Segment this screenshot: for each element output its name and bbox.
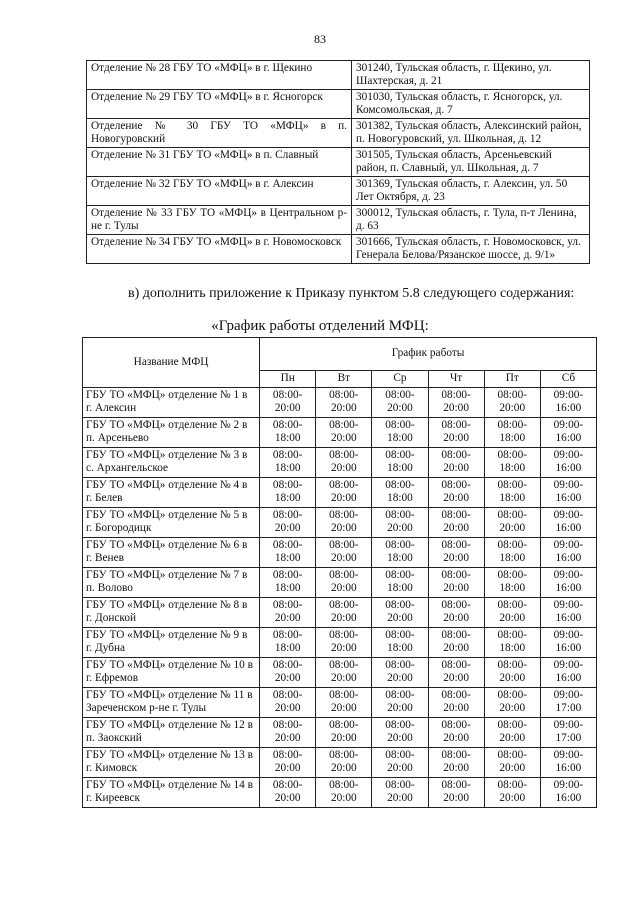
hours-cell: 08:00-18:00 xyxy=(484,417,540,447)
office-address: 300012, Тульская область, г. Тула, п-т Ленина, д. 63 xyxy=(352,206,590,235)
office-address: 301382, Тульская область, Алексинский район, п. Новогуровский, ул. Школьная, д. 12 xyxy=(352,119,590,148)
hours-cell: 08:00-20:00 xyxy=(316,627,372,657)
hours-cell: 08:00-20:00 xyxy=(260,747,316,777)
office-name: Отделение № 30 ГБУ ТО «МФЦ» в п. Новогуровский xyxy=(87,119,352,148)
hours-cell: 08:00-18:00 xyxy=(260,417,316,447)
day-header: Чт xyxy=(428,371,484,388)
office-row xyxy=(87,206,590,235)
hours-cell: 08:00-20:00 xyxy=(372,597,428,627)
hours-cell: 08:00-20:00 xyxy=(316,417,372,447)
hours-cell: 08:00-20:00 xyxy=(260,597,316,627)
hours-cell: 09:00-16:00 xyxy=(540,657,596,687)
hours-cell: 08:00-20:00 xyxy=(428,687,484,717)
hours-cell: 08:00-18:00 xyxy=(372,477,428,507)
branch-name: ГБУ ТО «МФЦ» отделение № 13 в г. Кимовск xyxy=(83,747,260,777)
branch-name: ГБУ ТО «МФЦ» отделение № 8 в г. Донской xyxy=(83,597,260,627)
schedule-row xyxy=(83,477,597,507)
hours-cell: 08:00-20:00 xyxy=(484,687,540,717)
hours-cell: 08:00-20:00 xyxy=(372,687,428,717)
hours-cell: 09:00-16:00 xyxy=(540,597,596,627)
hours-cell: 08:00-20:00 xyxy=(316,537,372,567)
instruction-text: в) дополнить приложение к Приказу пунктом 5.8 следующего содержания: xyxy=(128,286,575,301)
hours-cell: 08:00-18:00 xyxy=(372,627,428,657)
branch-name: ГБУ ТО «МФЦ» отделение № 4 в г. Белев xyxy=(83,477,260,507)
hours-cell: 08:00-18:00 xyxy=(484,477,540,507)
hours-cell: 08:00-20:00 xyxy=(484,387,540,417)
hours-cell: 08:00-20:00 xyxy=(428,417,484,447)
hours-cell: 08:00-20:00 xyxy=(484,777,540,807)
hours-cell: 08:00-18:00 xyxy=(372,417,428,447)
hours-cell: 08:00-18:00 xyxy=(372,567,428,597)
hours-cell: 08:00-18:00 xyxy=(260,537,316,567)
hours-cell: 08:00-20:00 xyxy=(316,477,372,507)
schedule-row xyxy=(83,567,597,597)
schedule-row xyxy=(83,597,597,627)
hours-cell: 08:00-20:00 xyxy=(428,717,484,747)
schedule-row xyxy=(83,387,597,417)
hours-cell: 08:00-18:00 xyxy=(484,447,540,477)
hours-cell: 08:00-20:00 xyxy=(316,387,372,417)
day-header: Пт xyxy=(484,371,540,388)
hours-cell: 09:00-16:00 xyxy=(540,747,596,777)
branch-name: ГБУ ТО «МФЦ» отделение № 7 в п. Волово xyxy=(83,567,260,597)
hours-cell: 08:00-20:00 xyxy=(428,627,484,657)
hours-cell: 09:00-17:00 xyxy=(540,687,596,717)
hours-cell: 08:00-20:00 xyxy=(484,597,540,627)
office-row xyxy=(87,148,590,177)
schedule-group-header: График работы xyxy=(260,338,597,371)
office-address: 301030, Тульская область, г. Ясногорск, ул. Комсомольская, д. 7 xyxy=(352,90,590,119)
hours-cell: 08:00-20:00 xyxy=(484,657,540,687)
hours-cell: 08:00-20:00 xyxy=(372,507,428,537)
hours-cell: 08:00-20:00 xyxy=(316,507,372,537)
hours-cell: 09:00-16:00 xyxy=(540,627,596,657)
hours-cell: 09:00-16:00 xyxy=(540,507,596,537)
day-header: Пн xyxy=(260,371,316,388)
office-row xyxy=(87,235,590,264)
branch-name: ГБУ ТО «МФЦ» отделение № 3 в с. Архангельское xyxy=(83,447,260,477)
hours-cell: 08:00-20:00 xyxy=(428,747,484,777)
office-address: 301369, Тульская область, г. Алексин, ул. 50 Лет Октября, д. 23 xyxy=(352,177,590,206)
hours-cell: 08:00-20:00 xyxy=(260,777,316,807)
hours-cell: 08:00-20:00 xyxy=(428,387,484,417)
hours-cell: 08:00-18:00 xyxy=(372,447,428,477)
branch-name: ГБУ ТО «МФЦ» отделение № 6 в г. Венев xyxy=(83,537,260,567)
hours-cell: 08:00-18:00 xyxy=(260,477,316,507)
hours-cell: 08:00-18:00 xyxy=(484,627,540,657)
hours-cell: 08:00-20:00 xyxy=(260,717,316,747)
branch-name: ГБУ ТО «МФЦ» отделение № 14 в г. Киреевск xyxy=(83,777,260,807)
schedule-title: «График работы отделений МФЦ: xyxy=(211,318,429,334)
hours-cell: 09:00-16:00 xyxy=(540,447,596,477)
hours-cell: 08:00-20:00 xyxy=(260,657,316,687)
office-name: Отделение № 32 ГБУ ТО «МФЦ» в г. Алексин xyxy=(87,177,352,206)
schedule-row xyxy=(83,717,597,747)
office-name: Отделение № 28 ГБУ ТО «МФЦ» в г. Щекино xyxy=(87,61,352,90)
branch-name: ГБУ ТО «МФЦ» отделение № 11 в Зареченском р-не г. Тулы xyxy=(83,687,260,717)
hours-cell: 08:00-20:00 xyxy=(428,597,484,627)
day-header: Сб xyxy=(540,371,596,388)
schedule-row xyxy=(83,627,597,657)
hours-cell: 08:00-20:00 xyxy=(372,657,428,687)
hours-cell: 09:00-16:00 xyxy=(540,567,596,597)
hours-cell: 08:00-20:00 xyxy=(484,507,540,537)
hours-cell: 08:00-20:00 xyxy=(428,477,484,507)
branch-name: ГБУ ТО «МФЦ» отделение № 10 в г. Ефремов xyxy=(83,657,260,687)
hours-cell: 08:00-20:00 xyxy=(428,777,484,807)
hours-cell: 09:00-17:00 xyxy=(540,717,596,747)
schedule-table xyxy=(82,337,597,808)
branch-name: ГБУ ТО «МФЦ» отделение № 5 в г. Богородицк xyxy=(83,507,260,537)
office-address: 301240, Тульская область, г. Щекино, ул. Шахтерская, д. 21 xyxy=(352,61,590,90)
day-header: Вт xyxy=(316,371,372,388)
hours-cell: 08:00-20:00 xyxy=(372,747,428,777)
hours-cell: 08:00-20:00 xyxy=(316,777,372,807)
hours-cell: 08:00-20:00 xyxy=(428,537,484,567)
page-number: 83 xyxy=(314,32,326,46)
hours-cell: 08:00-20:00 xyxy=(372,777,428,807)
name-column-header: Название МФЦ xyxy=(83,338,260,388)
hours-cell: 08:00-20:00 xyxy=(316,687,372,717)
hours-cell: 08:00-20:00 xyxy=(484,717,540,747)
hours-cell: 08:00-20:00 xyxy=(316,447,372,477)
hours-cell: 08:00-20:00 xyxy=(316,657,372,687)
hours-cell: 09:00-16:00 xyxy=(540,417,596,447)
hours-cell: 08:00-18:00 xyxy=(260,447,316,477)
branch-name: ГБУ ТО «МФЦ» отделение № 12 в п. Заокский xyxy=(83,717,260,747)
branch-name: ГБУ ТО «МФЦ» отделение № 1 в г. Алексин xyxy=(83,387,260,417)
office-name: Отделение № 29 ГБУ ТО «МФЦ» в г. Ясногорск xyxy=(87,90,352,119)
hours-cell: 08:00-18:00 xyxy=(260,627,316,657)
office-row xyxy=(87,90,590,119)
hours-cell: 08:00-20:00 xyxy=(428,567,484,597)
day-header: Ср xyxy=(372,371,428,388)
hours-cell: 08:00-20:00 xyxy=(372,387,428,417)
branch-name: ГБУ ТО «МФЦ» отделение № 2 в п. Арсеньево xyxy=(83,417,260,447)
hours-cell: 08:00-20:00 xyxy=(260,507,316,537)
hours-cell: 08:00-20:00 xyxy=(372,717,428,747)
office-name: Отделение № 34 ГБУ ТО «МФЦ» в г. Новомосковск xyxy=(87,235,352,264)
office-address: 301666, Тульская область, г. Новомосковск, ул. Генерала Белова/Рязанское шоссе, д. 9/1» xyxy=(352,235,590,264)
schedule-row xyxy=(83,537,597,567)
schedule-row xyxy=(83,507,597,537)
hours-cell: 09:00-16:00 xyxy=(540,537,596,567)
office-row xyxy=(87,61,590,90)
hours-cell: 08:00-18:00 xyxy=(484,567,540,597)
hours-cell: 08:00-20:00 xyxy=(260,687,316,717)
hours-cell: 08:00-18:00 xyxy=(484,537,540,567)
hours-cell: 09:00-16:00 xyxy=(540,387,596,417)
hours-cell: 08:00-18:00 xyxy=(372,537,428,567)
hours-cell: 08:00-20:00 xyxy=(316,717,372,747)
hours-cell: 08:00-20:00 xyxy=(484,747,540,777)
office-address: 301505, Тульская область, Арсеньевский район, п. Славный, ул. Школьная, д. 7 xyxy=(352,148,590,177)
schedule-row xyxy=(83,447,597,477)
hours-cell: 08:00-20:00 xyxy=(316,567,372,597)
hours-cell: 08:00-20:00 xyxy=(316,747,372,777)
schedule-row xyxy=(83,687,597,717)
hours-cell: 09:00-16:00 xyxy=(540,777,596,807)
hours-cell: 08:00-20:00 xyxy=(428,447,484,477)
hours-cell: 08:00-20:00 xyxy=(260,387,316,417)
office-row xyxy=(87,177,590,206)
office-row xyxy=(87,119,590,148)
hours-cell: 09:00-16:00 xyxy=(540,477,596,507)
schedule-row xyxy=(83,657,597,687)
schedule-row xyxy=(83,747,597,777)
schedule-row xyxy=(83,417,597,447)
offices-address-table xyxy=(86,60,590,264)
hours-cell: 08:00-20:00 xyxy=(428,507,484,537)
hours-cell: 08:00-18:00 xyxy=(260,567,316,597)
branch-name: ГБУ ТО «МФЦ» отделение № 9 в г. Дубна xyxy=(83,627,260,657)
office-name: Отделение № 33 ГБУ ТО «МФЦ» в Центральном р-не г. Тулы xyxy=(87,206,352,235)
office-name: Отделение № 31 ГБУ ТО «МФЦ» в п. Славный xyxy=(87,148,352,177)
hours-cell: 08:00-20:00 xyxy=(428,657,484,687)
schedule-row xyxy=(83,777,597,807)
hours-cell: 08:00-20:00 xyxy=(316,597,372,627)
